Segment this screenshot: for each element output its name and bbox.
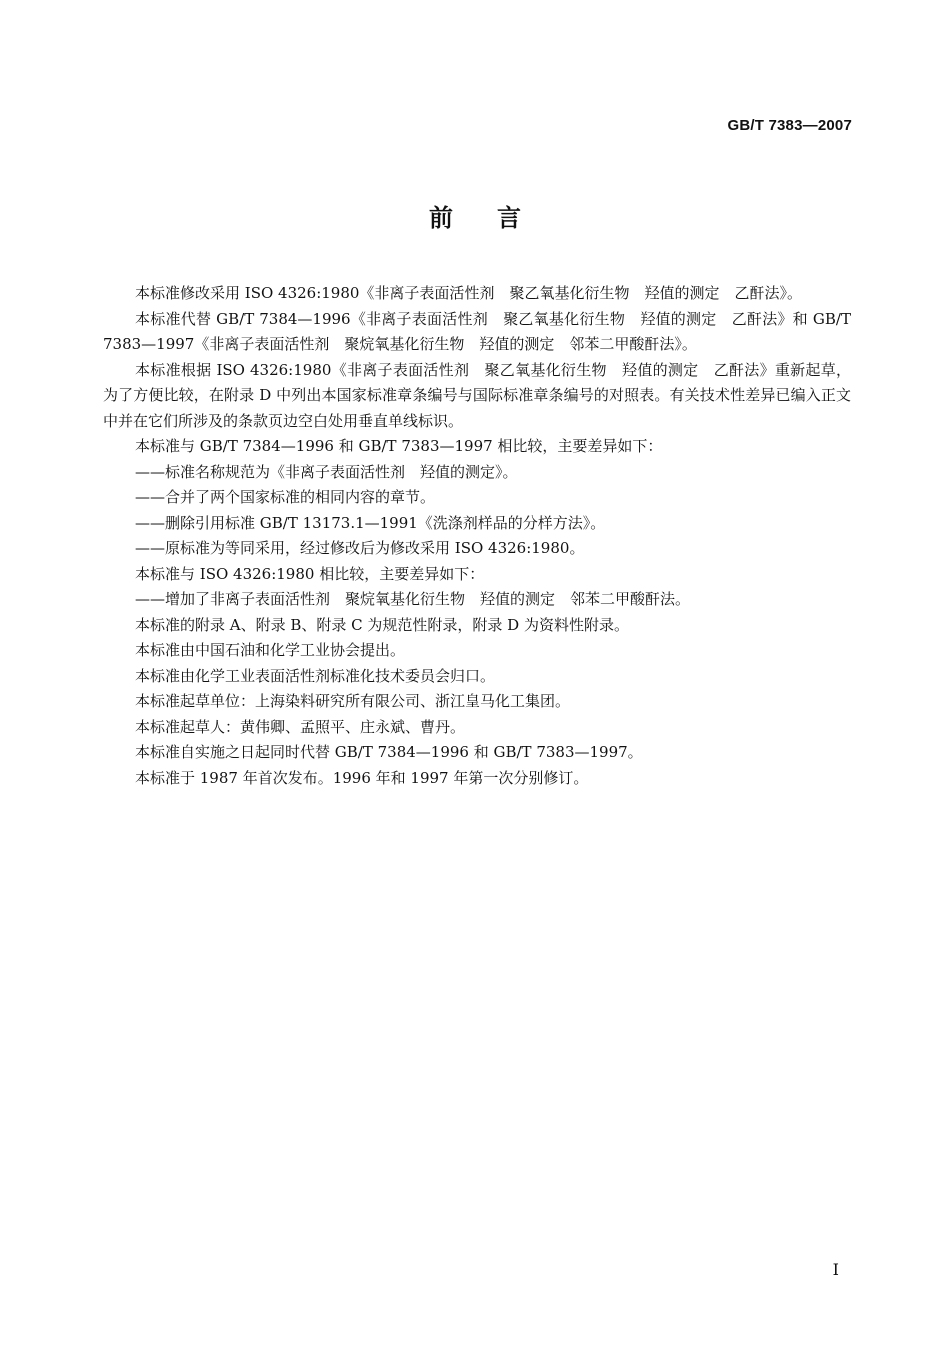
paragraph-iso-differences-intro: 本标准与 ISO 4326:1980 相比较，主要差异如下： bbox=[135, 564, 485, 583]
paragraph-drafters: 本标准起草人：黄伟卿、孟照平、庄永斌、曹丹。 bbox=[135, 717, 466, 736]
paragraph-effective-replacement: 本标准自实施之日起同时代替 GB/T 7384—1996 和 GB/T 7383—1997。 bbox=[135, 743, 643, 761]
paragraph-differences-intro: 本标准与 GB/T 7384—1996 和 GB/T 7383—1997 相比较，主要差异如下： bbox=[135, 437, 663, 455]
list-item: ——增加了非离子表面活性剂 聚烷氧基化衍生物 羟值的测定 邻苯二甲酸酐法。 bbox=[135, 590, 691, 608]
list-item: ——删除引用标准 GB/T 13173.1—1991《洗涤剂样品的分样方法》。 bbox=[135, 513, 606, 532]
paragraph-adoption: 本标准修改采用 ISO 4326:1980《非离子表面活性剂 聚乙氧基化衍生物 羟值的测定 乙酐法》。 bbox=[135, 284, 802, 302]
paragraph-replaces: 本标准代替 GB/T 7384—1996《非离子表面活性剂 聚乙氧基化衍生物 羟值的测定 乙酐法》和 GB/T 7383—1997《非离子表面活性剂 聚烷氧基化衍生物 羟值的测定 邻苯二甲酸酐法》。 bbox=[103, 309, 851, 353]
paragraph-drafting-basis: 本标准根据 ISO 4326:1980《非离子表面活性剂 聚乙氧基化衍生物 羟值的测定 乙酐法》重新起草，为了方便比较，在附录 D 中列出本国家标准章条编号与国际标准章条编号的对照表。有关技术性差异已编入正文中并在它们所涉及的条款页边空白处用垂直单线标识。 bbox=[103, 360, 851, 430]
paragraph-drafting-units: 本标准起草单位：上海染料研究所有限公司、浙江皇马化工集团。 bbox=[135, 692, 571, 710]
document-code: GB/T 7383—2007 bbox=[727, 117, 852, 134]
page-title: 前言 bbox=[429, 204, 565, 232]
foreword-body bbox=[103, 281, 851, 791]
list-item: ——合并了两个国家标准的相同内容的章节。 bbox=[135, 488, 436, 506]
list-item: ——标准名称规范为《非离子表面活性剂 羟值的测定》。 bbox=[135, 462, 518, 481]
list-item: ——原标准为等同采用，经过修改后为修改采用 ISO 4326:1980。 bbox=[135, 539, 585, 557]
paragraph-administered-by: 本标准由化学工业表面活性剂标准化技术委员会归口。 bbox=[135, 666, 496, 685]
page-number: I bbox=[832, 1260, 839, 1279]
paragraph-annexes: 本标准的附录 A、附录 B、附录 C 为规范性附录，附录 D 为资料性附录。 bbox=[135, 615, 629, 634]
paragraph-proposed-by: 本标准由中国石油和化学工业协会提出。 bbox=[135, 641, 406, 659]
paragraph-history: 本标准于 1987 年首次发布。1996 年和 1997 年第一次分别修订。 bbox=[135, 768, 589, 787]
